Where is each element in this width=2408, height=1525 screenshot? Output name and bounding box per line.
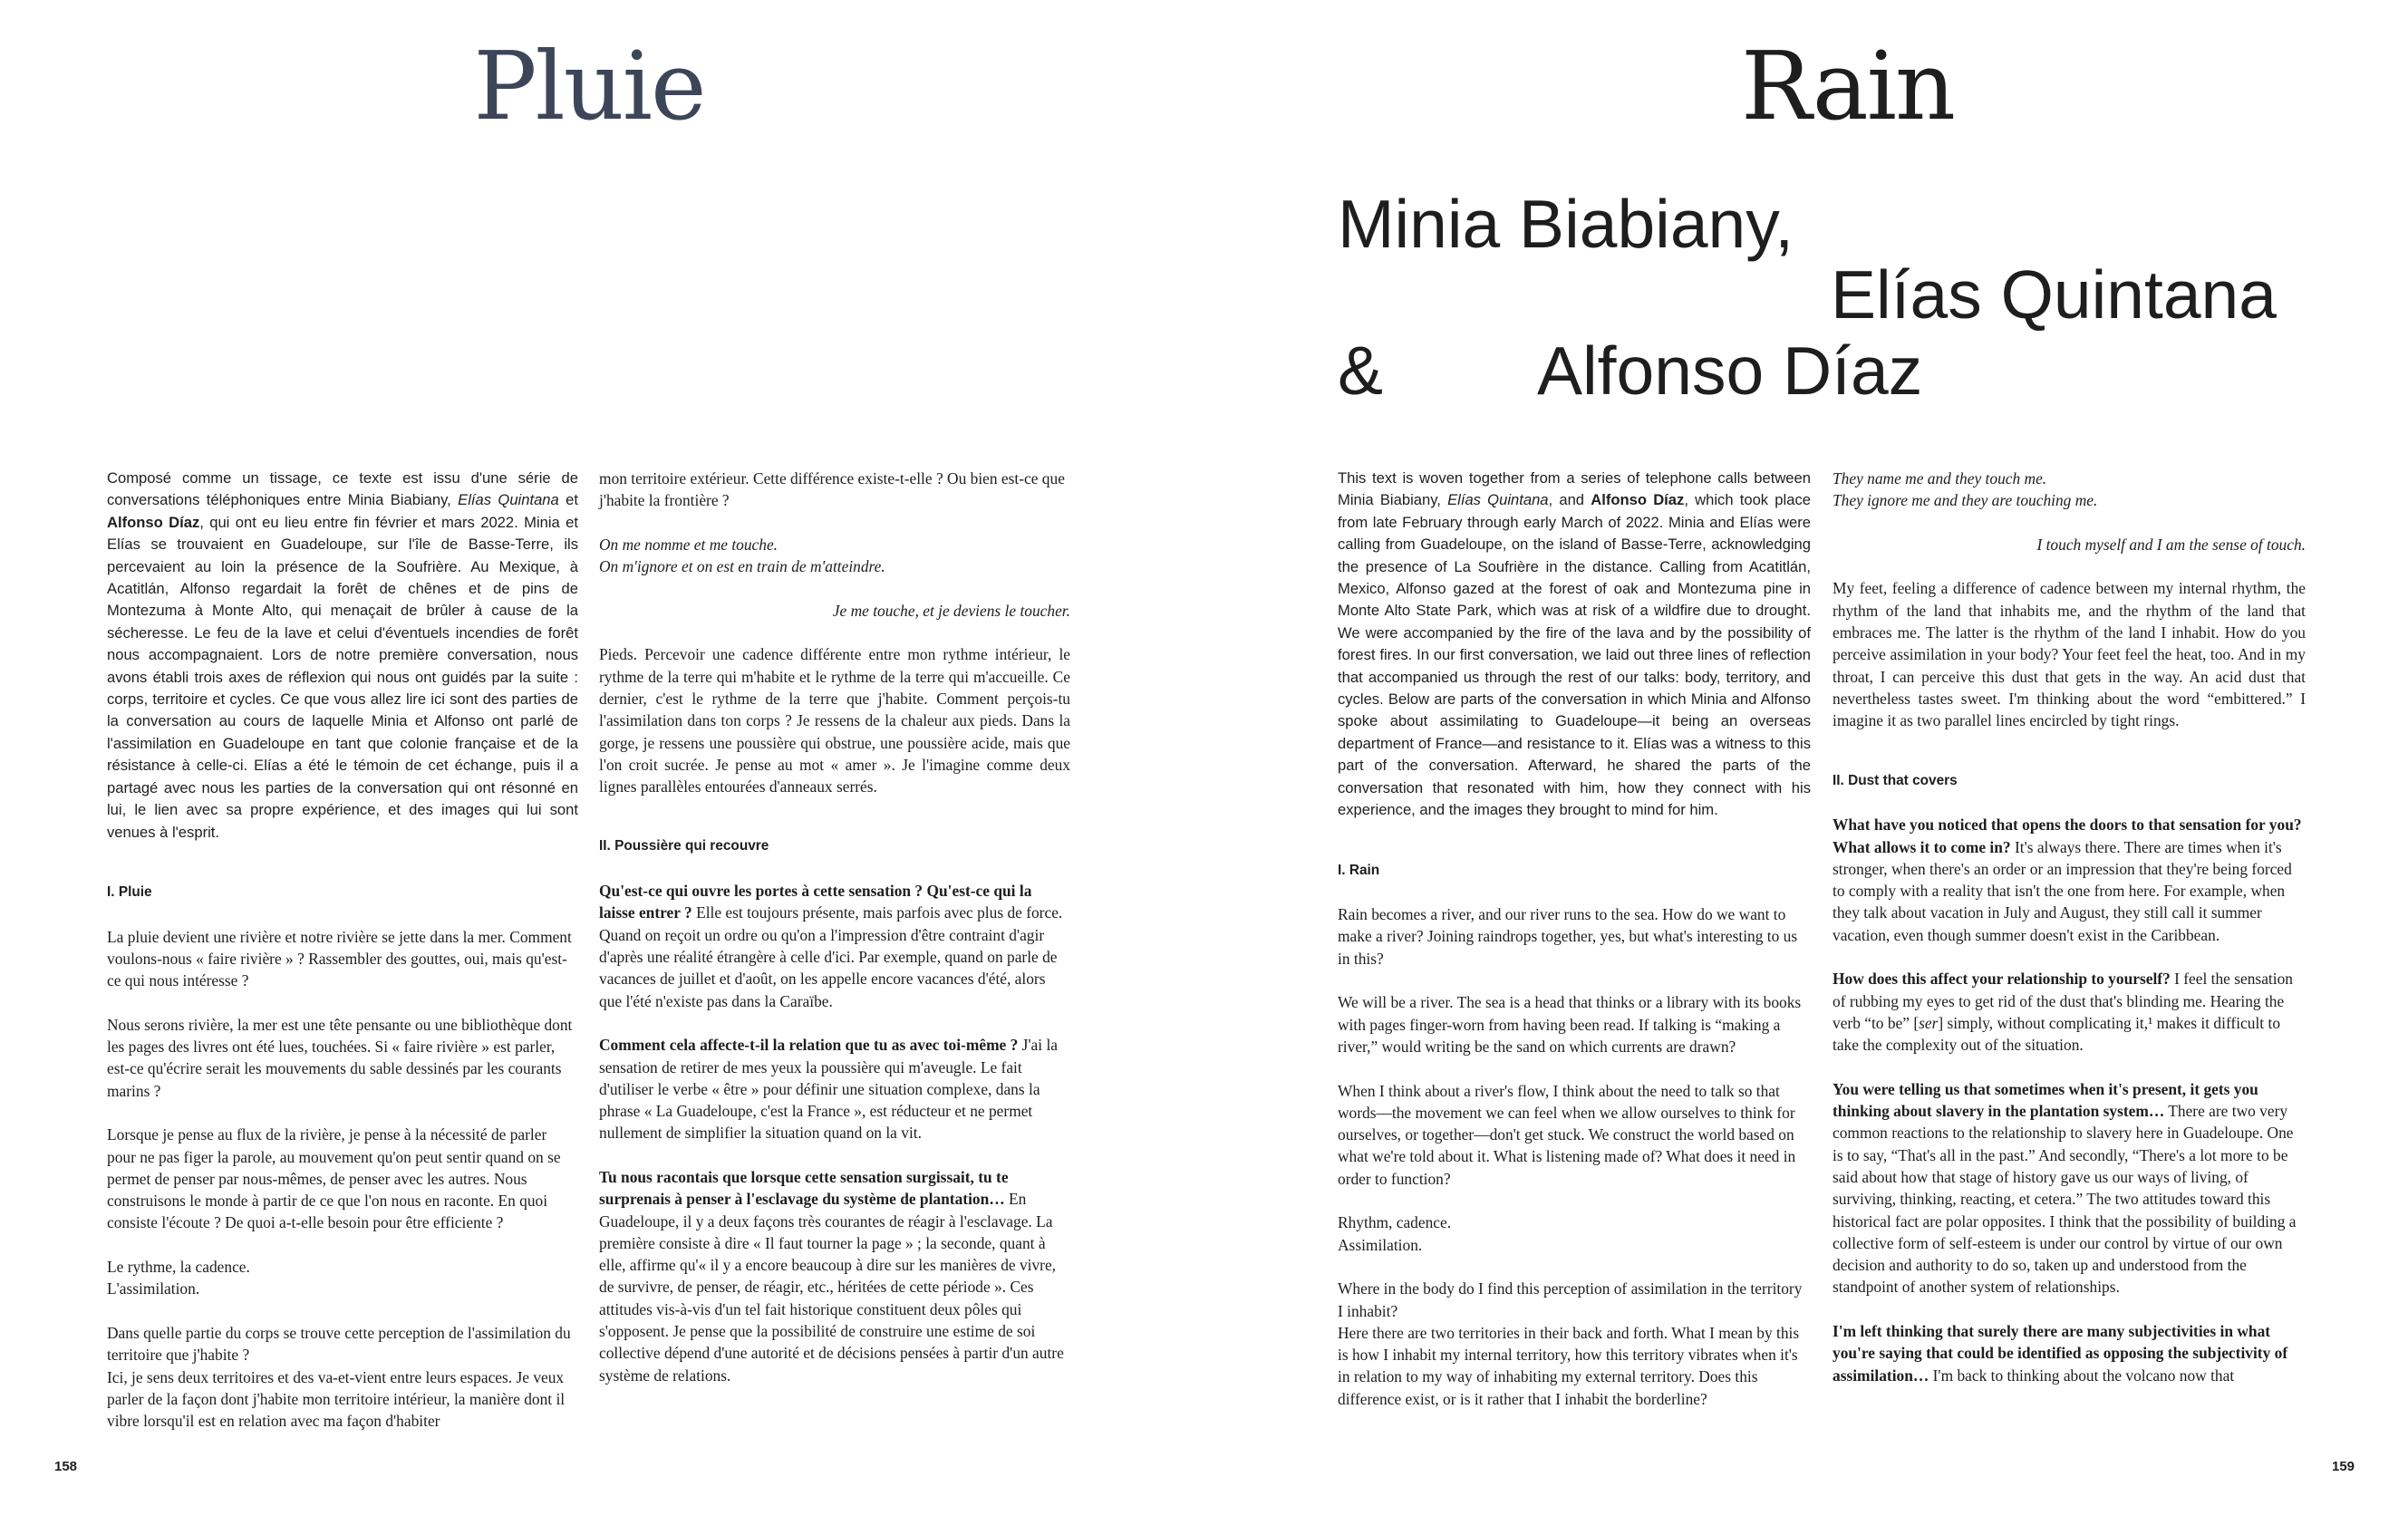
answer: En Guadeloupe, il y a deux façons très courantes de réagir à l'esclavage. La première consiste à dire « Il faut tourner la page » ; la seconde, quant à elle, affirme qu'« il y a encore beaucoup à dire sur les manières de vivre, de survivre, de penser, de réagir, etc., héritées de cette période ». Ces attitudes vis-à-vis d'un tel fait historique constituent deux pôles qui s'opposent. Je pense que la possibilité de construire une estime de soi collective dépend d'une autorité et de décisions pensées à partir d'un autre système de relations.: [599, 1190, 1064, 1385]
intro-text: et: [558, 491, 578, 509]
intro-paragraph-fr: [107, 468, 578, 844]
page-number-right: 159: [2332, 1459, 2355, 1474]
poem-line: On me nomme et me touche.: [599, 535, 778, 554]
intro-text: , and: [1548, 491, 1591, 509]
paragraph: [1338, 1211, 1811, 1256]
author-name-alfonso: Alfonso Díaz: [1591, 491, 1685, 509]
author-line-3: Alfonso Díaz: [1537, 333, 1923, 409]
answer: I feel the sensation of rubbing my eyes to get rid of the dust that's blinding me. Hearing the verb “to be” [: [1833, 970, 2293, 1032]
text-line: Assimilation.: [1338, 1235, 1423, 1254]
author-name-alfonso: Alfonso Díaz: [107, 513, 200, 531]
intro-text: Composé comme un tissage, ce texte est issu d'une série de conversations téléphoniques entre Minia Biabiany,: [107, 469, 578, 509]
question: Comment cela affecte-t-il la relation que tu as avec toi-même ?: [599, 1036, 1019, 1055]
question: What have you noticed that opens the doors to that sensation for you? What allows it to come in?: [1833, 816, 2302, 856]
section-rain: [1338, 860, 1811, 1411]
question: Qu'est-ce qui ouvre les portes à cette sensation ? Qu'est-ce qui la laisse entrer ?: [599, 882, 1032, 922]
text-line: Le rythme, la cadence.: [107, 1258, 250, 1277]
paragraph: Here there are two territories in their back and forth. What I mean by this is how I inhabit my internal territory, how this territory vibrates when it's in relation to my way of inhabiting my external territory. Does this difference exist, or is it rather that I inhabit the borderline?: [1338, 1323, 1800, 1408]
question: How does this affect your relationship to yourself?: [1833, 970, 2171, 989]
qa-paragraph: [599, 1034, 1070, 1144]
answer: J'ai la sensation de retirer de mes yeux la poussière qui m'aveugle. Le fait d'utiliser le verbe « être » pour définir une situation complexe, dans la phrase « La Guadeloupe, c'est la France », est réducteur et ne permet nullement de simplifier la situation quand on la vit.: [599, 1036, 1059, 1143]
paragraph: Lorsque je pense au flux de la rivière, je pense à la nécessité de parler pour ne pas figer la parole, au mouvement qu'on peut sentir quand on se permet de penser par nous-mêmes, de penser avec les autres. Nous construisons le monde à partir de ce que l'on nous en raconte. En quoi consiste l'écoute ? De quoi a-t-elle besoin pour être efficiente ?: [107, 1125, 561, 1232]
paragraph: [107, 1256, 578, 1300]
left-column-1: [107, 468, 578, 1454]
qa-paragraph: [1833, 1078, 2306, 1298]
author-name-elias: Elías Quintana: [1447, 491, 1549, 509]
answer: It's always there. There are times when it's stronger, when there's an order or an impression that they're being forced to comply with a reality that isn't the one from here. For example, when they talk about vacation in July and August, they still call it summer vacation, even though summer doesn't exist in the Caribbean.: [1833, 837, 2292, 944]
text-line: Rhythm, cadence.: [1338, 1213, 1452, 1232]
paragraph: When I think about a river's flow, I think about the need to talk so that words—the movement we can feel when we allow ourselves to think for ourselves, or together—don't get stuck. We construct the world based on what we're told about it. What is listening made of? What does it need in order to function?: [1338, 1081, 1796, 1188]
qa-paragraph: [599, 880, 1070, 1012]
qa-paragraph: [1833, 1320, 2306, 1386]
right-column-2: [1833, 468, 2306, 1408]
page-number-left: 158: [54, 1459, 78, 1474]
answer: There are two very common reactions to the relationship to slavery here in Guadeloupe. One is to say, “That's all in the past.” And secondly, “There's a lot more to be said about how that stage of history gave us our ways of living, of surviving, thinking, reacting, et cetera.” The two attitudes toward this historical fact are polar opposites. I think that the possibility of building a collective form of self-esteem is under our control by virtue of our own decision and authority to do so, taken up and understood from the standpoint of another system of relationships.: [1833, 1102, 2297, 1297]
author-line-2: Elías Quintana: [1831, 256, 2277, 333]
poem: [599, 534, 1070, 578]
question: You were telling us that sometimes when it's present, it gets you thinking about slavery in the plantation system…: [1833, 1079, 2258, 1121]
section-pluie: [107, 882, 578, 1433]
answer: ] simply, without complicating it,¹ makes it difficult to take the complexity out of the situation.: [1833, 1013, 2281, 1055]
author-name-elias: Elías Quintana: [458, 491, 559, 509]
qa-paragraph: [599, 1166, 1070, 1386]
right-page-title: Rain: [1741, 31, 1954, 141]
right-column-1: [1338, 468, 1811, 1432]
poem-line: They ignore me and they are touching me.: [1833, 491, 2098, 510]
paragraph: Rain becomes a river, and our river runs to the sea. How do we want to make a river? Joining raindrops together, yes, but what's interesting to us in this?: [1338, 905, 1798, 968]
paragraph: Where in the body do I find this perception of assimilation in the territory I inhabit?: [1338, 1279, 1803, 1320]
section-heading: II. Poussière qui recouvre: [599, 838, 769, 854]
paragraph: Dans quelle partie du corps se trouve cette perception de l'assimilation du territoire que j'habite ?: [107, 1323, 571, 1365]
section-heading: I. Rain: [1338, 862, 1380, 878]
left-page-title: Pluie: [473, 31, 705, 141]
section-heading: I. Pluie: [107, 883, 152, 900]
intro-text: , which took place from late February through early March of 2022. Minia and Elías were calling from Guadeloupe, on the island of Basse-Terre, acknowledging the presence of La Soufrière in the distance. Calling from Acatitlán, Mexico, Alfonso gazed at the forest of oak and Montezuma pine in Monte Alto State Park, which was at risk of a wildfire due to drought. We were accompanied by the fire of the lava and by the possibility of forest fires. In our first conversation, we laid out three lines of reflection that accompanied us through the rest of our talks: body, territory, and cycles. Below are parts of the conversation in which Minia and Alfonso spoke about assimilating to Guadeloupe—it being an overseas department of France—and resistance to it. Elías was a witness to this part of the conversation. Afterward, he shared the parts of the conversation that resonated with him, how they connect with his experience, and the images they brought to mind for him.: [1338, 491, 1811, 819]
answer-italic-word: ser: [1919, 1013, 1939, 1032]
paragraph: mon territoire extérieur. Cette différence existe-t-elle ? Ou bien est-ce que j'habite la frontière ?: [599, 469, 1065, 510]
author-ampersand: &: [1338, 333, 1384, 409]
section-heading: II. Dust that covers: [1833, 772, 1958, 788]
paragraph: Nous serons rivière, la mer est une tête pensante ou une bibliothèque dont les pages des livres ont été lues, touchées. Si « faire rivière » est parler, est-ce qu'écrire serait les mouvements du sable dessinés par les courants marins ?: [107, 1015, 573, 1100]
text-line: L'assimilation.: [107, 1279, 200, 1298]
qa-paragraph: [1833, 968, 2306, 1056]
intro-text: This text is woven together from a series of telephone calls between Minia Biabiany,: [1338, 469, 1811, 509]
poem-line: On m'ignore et on est en train de m'atteindre.: [599, 557, 885, 576]
poem-line: I touch myself and I am the sense of touch.: [2036, 535, 2306, 554]
answer: I'm back to thinking about the volcano now that: [1929, 1366, 2235, 1385]
intro-text: , qui ont eu lieu entre fin février et mars 2022. Minia et Elías se trouvaient en Guadeloupe, sur l'île de Basse-Terre, ils percevaient au loin la présence de la Soufrière. Au Mexique, à Acatitlán, Alfonso regardait la forêt de chênes et de pins de Montezuma à Monte Alto, qui menaçait de brûler à cause de la sécheresse. Le feu de la lave et celui d'éventuels incendies de forêt nous accompagnaient. Lors de notre première conversation, nous avons établi trois axes de réflexion qui nous ont guidés par la suite : corps, territoire et cycles. Ce que vous allez lire ici sont des parties de la conversation au cours de laquelle Minia et Alfonso ont parlé de l'assimilation en Guadeloupe en tant que colonie française et de la résistance à celle-ci. Elías a été le témoin de cet échange, puis il a partagé avec nous les parties de la conversation qui ont résonné en lui, le lien avec sa propre expérience, et des images qui lui sont venues à l'esprit.: [107, 513, 578, 841]
poem-line: Je me touche, et je deviens le toucher.: [832, 601, 1070, 620]
question: I'm left thinking that surely there are many subjectivities in what you're saying that could be identified as opposing the subjectivity of assimilation…: [1833, 1322, 2288, 1385]
answer: Elle est toujours présente, mais parfois avec plus de force. Quand on reçoit un ordre ou qu'on a l'impression d'être contraint d'agir d'après une réalité étrangère à celle d'ici. Par exemple, quand on parle de vacances de juillet et d'août, on les appelle encore vacances d'été, alors que l'été n'existe pas dans la Caraïbe.: [599, 903, 1063, 1010]
left-column-2: [599, 468, 1070, 1408]
question: Tu nous racontais que lorsque cette sensation surgissait, tu te surprenais à penser à l'esclavage du système de plantation…: [599, 1168, 1009, 1209]
paragraph: Ici, je sens deux territoires et des va-et-vient entre leurs espaces. Je veux parler de la façon dont j'habite mon territoire intérieur, la manière dont il vibre lorsqu'il est en relation avec ma façon d'habiter: [107, 1367, 566, 1431]
author-line-1: Minia Biabiany,: [1338, 186, 1794, 262]
paragraph: My feet, feeling a difference of cadence between my internal rhythm, the rhythm of the land that inhabits me, and the rhythm of the land that embraces me. The latter is the rhythm of the land I inhabit. How do you perceive assimilation in your body? Your feet feel the heat, too. And in my throat, I can perceive this dust that gets in the way. An acid dust that nevertheless tastes sweet. I'm thinking about the word “embittered.” I imagine it as two parallel lines encircled by tight rings.: [1833, 579, 2306, 730]
intro-paragraph-en: [1338, 468, 1811, 822]
paragraph: Pieds. Percevoir une cadence différente entre mon rythme intérieur, le rythme de la terre qui m'habite et le rythme de la terre qui m'accueille. Ce dernier, c'est le rythme de la terre que j'habite. Comment perçois-tu l'assimilation dans ton corps ? Je ressens de la chaleur aux pieds. Dans la gorge, je ressens une poussière qui obstrue, une poussière acide, mais que l'on croit sucrée. Je pense au mot « amer ». Je l'imagine comme deux lignes parallèles entourées d'anneaux serrés.: [599, 645, 1070, 796]
qa-paragraph: [1833, 814, 2306, 946]
paragraph: La pluie devient une rivière et notre rivière se jette dans la mer. Comment voulons-nous « faire rivière » ? Rassembler des gouttes, oui, mais qu'est-ce qui nous intéresse ?: [107, 927, 572, 990]
poem-line: They name me and they touch me.: [1833, 469, 2047, 487]
paragraph: We will be a river. The sea is a head that thinks or a library with its books with pages finger-worn from having been read. If talking is “making a river,” would writing be the sand on which currents are drawn?: [1338, 993, 1802, 1056]
poem: [1833, 468, 2306, 512]
